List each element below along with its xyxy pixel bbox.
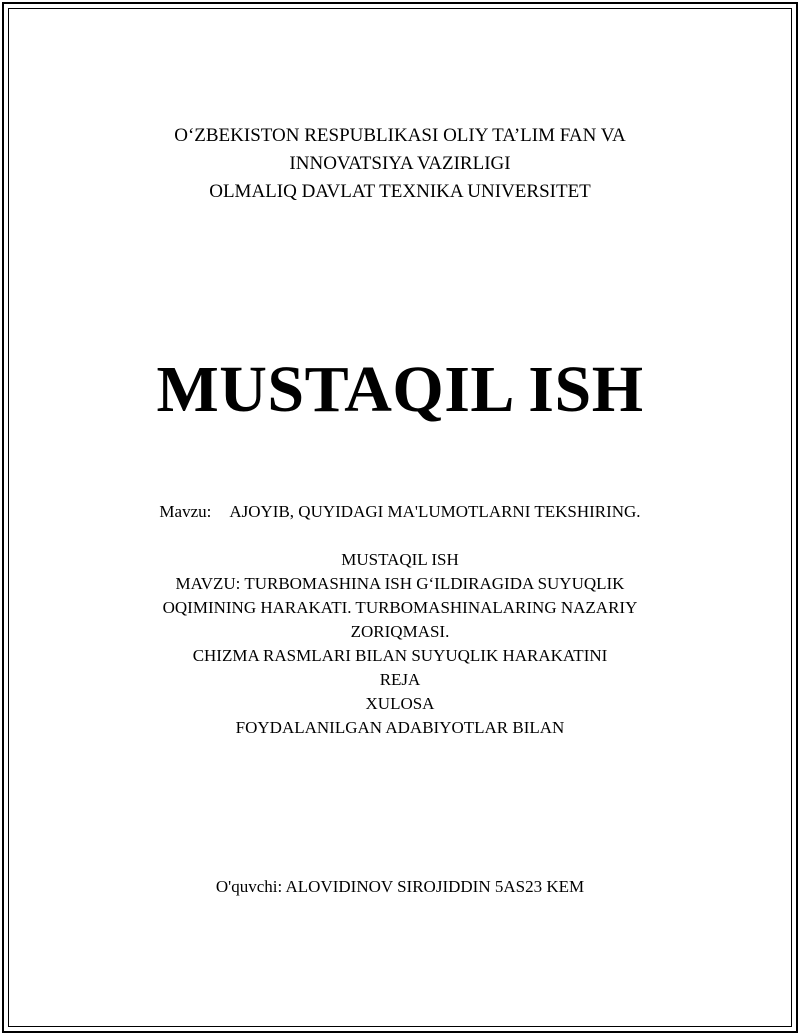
content-line: MUSTAQIL ISH bbox=[341, 550, 459, 569]
content-line: CHIZMA RASMLARI BILAN SUYUQLIK HARAKATINI bbox=[192, 646, 608, 665]
document-title: MUSTAQIL ISH bbox=[156, 353, 644, 426]
header-line-2: INNOVATSIYA VAZIRLIGI bbox=[289, 153, 511, 174]
content-line: REJA bbox=[379, 670, 421, 689]
topic-text: AJOYIB, QUYIDAGI MA'LUMOTLARNI TEKSHIRING. bbox=[229, 502, 641, 521]
content-line: FOYDALANILGAN ADABIYOTLAR BILAN bbox=[235, 718, 565, 737]
content-line: MAVZU: TURBOMASHINA ISH G‘ILDIRAGIDA SUYUQLIK bbox=[175, 574, 625, 593]
content-line: XULOSA bbox=[365, 694, 435, 713]
student-name: O'quvchi: ALOVIDINOV SIROJIDDIN 5AS23 KEM bbox=[215, 877, 585, 896]
header-line-1: O‘ZBEKISTON RESPUBLIKASI OLIY TA’LIM FAN VA bbox=[174, 125, 626, 146]
content-line: ZORIQMASI. bbox=[350, 622, 450, 641]
institution-header bbox=[0, 122, 800, 206]
topic-label: Mavzu: bbox=[159, 502, 212, 521]
content-line: OQIMINING HARAKATI. TURBOMASHINALARING NAZARIY bbox=[162, 598, 638, 617]
header-line-3: OLMALIQ DAVLAT TEXNIKA UNIVERSITET bbox=[209, 181, 591, 202]
topic-line bbox=[0, 500, 800, 524]
content-block bbox=[0, 548, 800, 740]
